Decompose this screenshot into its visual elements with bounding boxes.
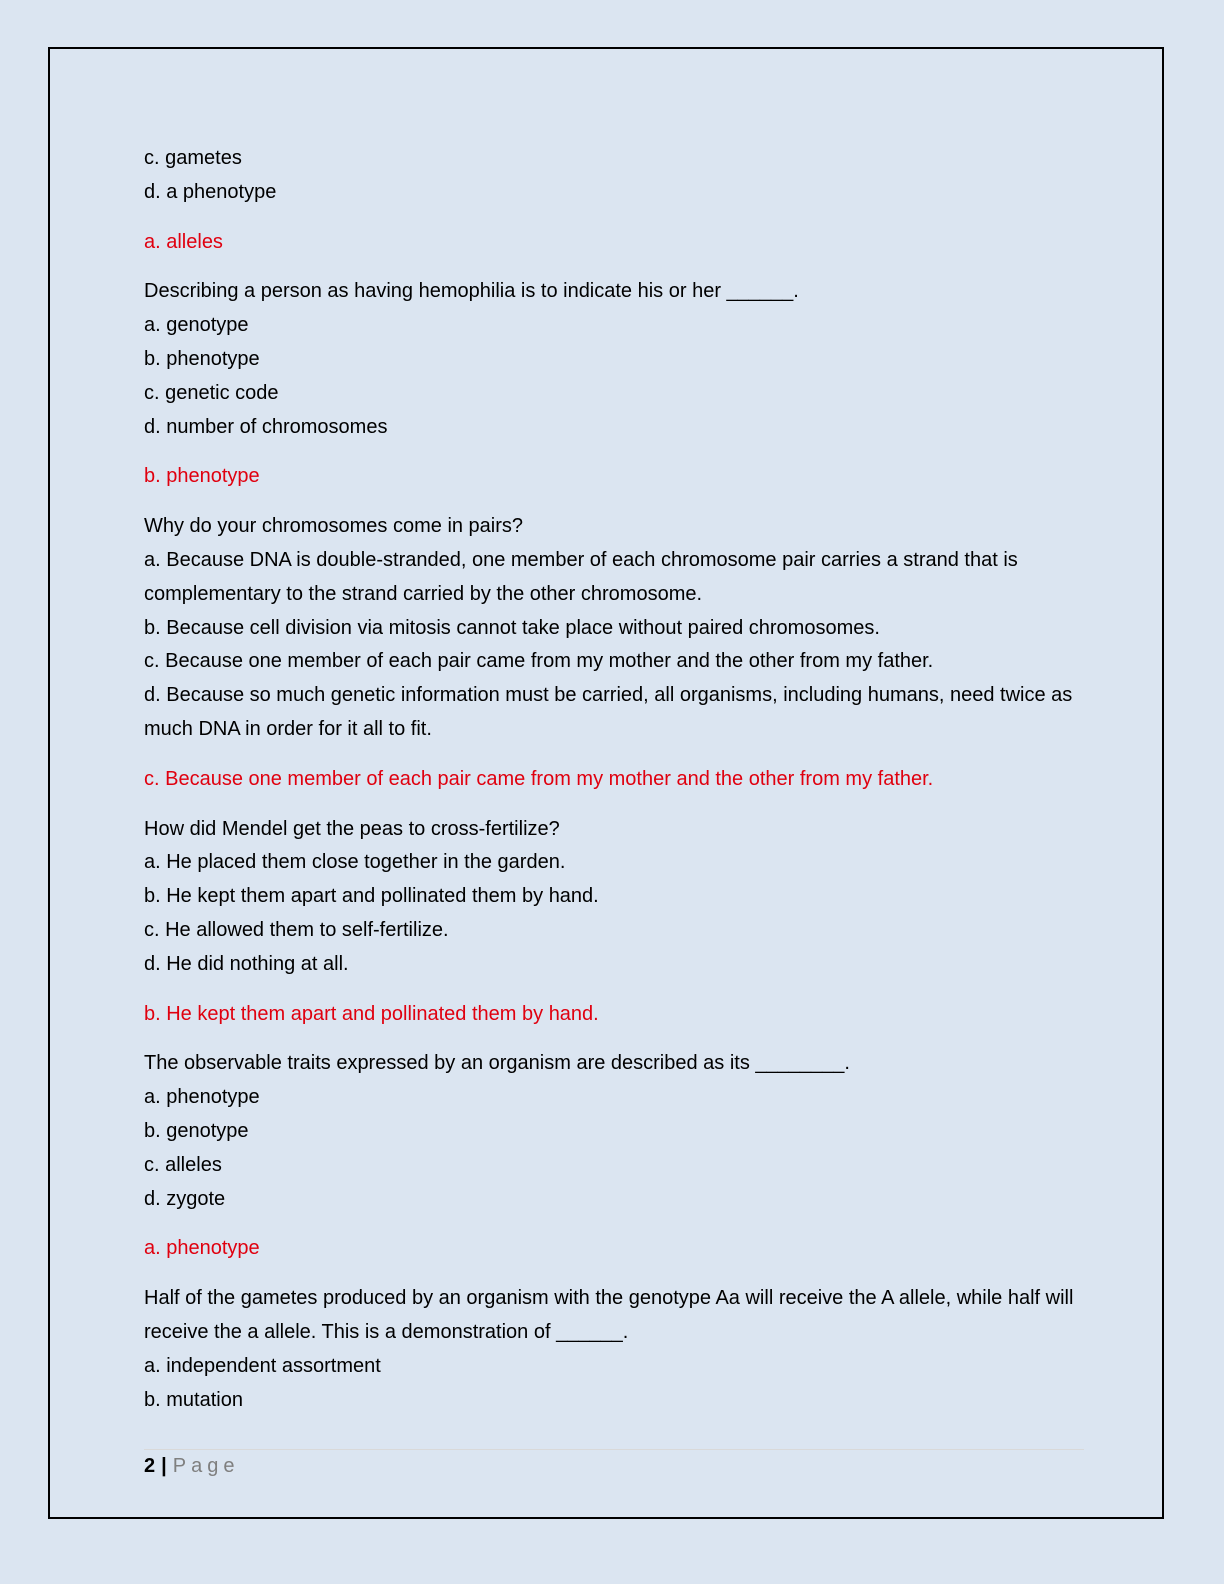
answer-text: c. Because one member of each pair came from my mother and the other from my father.: [144, 767, 934, 790]
option-text: b. Because cell division via mitosis cannot take place without paired chromosomes.: [144, 616, 880, 639]
page-label: Page: [172, 1455, 240, 1477]
option-text: d. zygote: [144, 1187, 226, 1210]
page-number: 2: [144, 1455, 156, 1477]
option-text: c. alleles: [144, 1153, 222, 1176]
option-text: b. mutation: [144, 1388, 243, 1411]
answer-text: b. phenotype: [144, 465, 260, 488]
question-text: How did Mendel get the peas to cross-fertilize?: [144, 817, 560, 840]
option-text: d. number of chromosomes: [144, 415, 388, 438]
option-text: c. Because one member of each pair came from my mother and the other from my father.: [144, 650, 934, 673]
option-text: a. independent assortment: [144, 1354, 381, 1377]
footer-separator: |: [161, 1455, 167, 1477]
answer-text: b. He kept them apart and pollinated them by hand.: [144, 1002, 599, 1025]
option-text: a. Because DNA is double-stranded, one member of each chromosome pair carries a strand that is complementary to the strand carried by the other chromosome.: [144, 548, 1018, 605]
option-text: c. He allowed them to self-fertilize.: [144, 918, 449, 941]
option-text: a. He placed them close together in the garden.: [144, 851, 566, 874]
option-text: d. a phenotype: [144, 180, 277, 203]
answer-text: a. alleles: [144, 230, 223, 253]
question-text: Describing a person as having hemophilia is to indicate his or her ______.: [144, 280, 799, 303]
document-body: [144, 142, 1084, 1417]
option-text: a. genotype: [144, 314, 249, 337]
question-text: The observable traits expressed by an organism are described as its ________.: [144, 1052, 850, 1075]
option-text: b. He kept them apart and pollinated them by hand.: [144, 885, 599, 908]
footer-divider: [144, 1449, 1084, 1450]
question-text: Half of the gametes produced by an organism with the genotype Aa will receive the A allele, while half will receive the a allele. This is a demonstration of ______.: [144, 1287, 1074, 1343]
option-text: c. genetic code: [144, 381, 279, 404]
answer-text: a. phenotype: [144, 1237, 260, 1260]
page-footer: [144, 1452, 239, 1480]
option-text: d. Because so much genetic information must be carried, all organisms, including humans, need twice as much DNA in order for it all to fit.: [144, 684, 1073, 740]
question-text: Why do your chromosomes come in pairs?: [144, 515, 524, 538]
option-text: a. phenotype: [144, 1086, 260, 1109]
option-text: c. gametes: [144, 147, 242, 169]
option-text: b. genotype: [144, 1119, 249, 1142]
option-text: b. phenotype: [144, 347, 260, 370]
option-text: d. He did nothing at all.: [144, 952, 349, 975]
